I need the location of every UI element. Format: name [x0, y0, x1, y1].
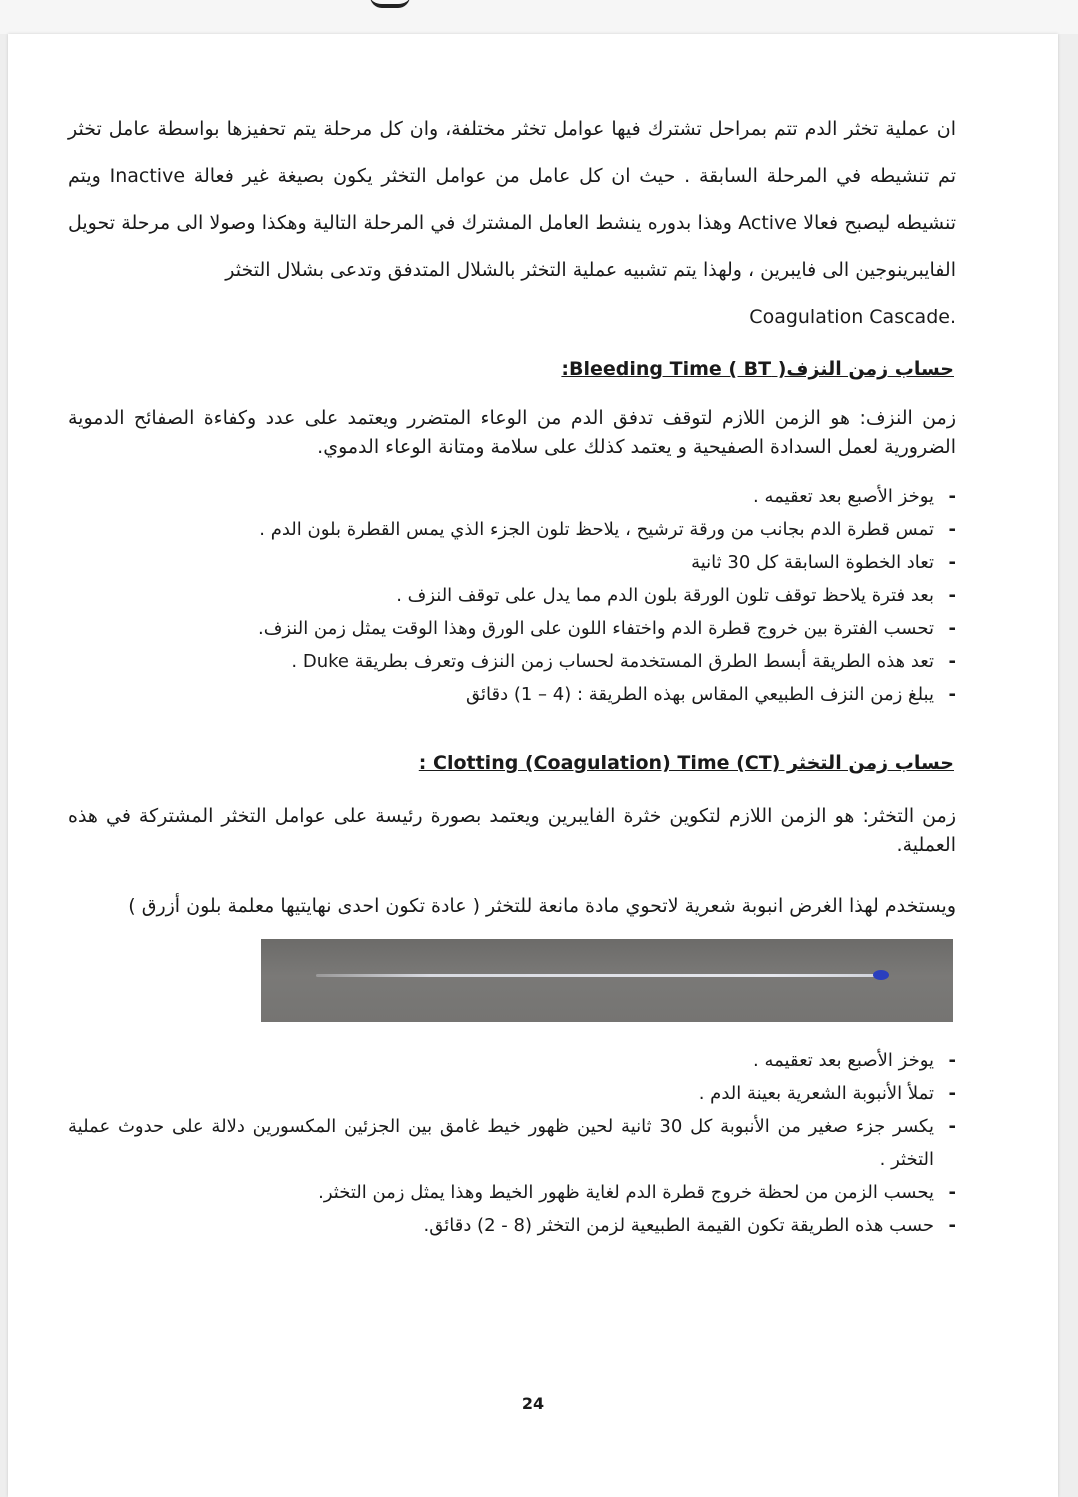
previous-page-edge — [0, 0, 1078, 34]
intro-line-5: .Coagulation Cascade — [749, 306, 956, 328]
list-item: - تملأ الأنبوبة الشعرية بعينة الدم . — [68, 1077, 956, 1110]
bleeding-time-steps — [68, 480, 956, 711]
intro-line-1: ان عملية تخثر الدم تتم بمراحل تشترك فيها عوامل تخثر مختلفة، وان كل مرحلة يتم تحفيزها بواسطة عامل — [108, 118, 956, 140]
list-item: - يكسر جزء صغير من الأنبوبة كل 30 ثانية لحين ظهور خيط غامق بين الجزئين المكسورين دلالة على حدوث عملية التخثر . — [68, 1110, 956, 1176]
page-number: 24 — [521, 1394, 545, 1413]
bleeding-time-heading: حساب زمن النزف( Bleeding Time ( BT: — [561, 358, 954, 380]
capillary-tube-photo — [261, 939, 953, 1022]
clotting-time-definition: زمن التخثر: هو الزمن اللازم لتكوين خثرة الفايبرين ويعتمد بصورة رئيسة على عوامل التخثر المشتركة في هذه العملية. — [68, 805, 956, 856]
list-item: - يوخز الأصبع بعد تعقيمه . — [68, 480, 956, 513]
list-item: - بعد فترة يلاحظ توقف تلون الورقة بلون الدم مما يدل على توقف النزف . — [68, 579, 956, 612]
list-item: - تمس قطرة الدم بجانب من ورقة ترشيح ، يلاحظ تلون الجزء الذي يمس القطرة بلون الدم . — [68, 513, 956, 546]
intro-line-2: تخثر تم تنشيطه في المرحلة السابقة . حيث ان كل عامل من عوامل التخثر يكون بصيغة غير فعالة Inactive — [68, 118, 956, 187]
bleeding-time-definition: زمن النزف: هو الزمن اللازم لتوقف تدفق الدم من الوعاء المتضرر ويعتمد على عدد وكفاءة الصفائح الدموية الضرورية لعمل السدادة الصفيحية و يعتمد كذلك على سلامة ومتانة الوعاء الدموي. — [68, 407, 956, 458]
clotting-time-steps — [68, 1044, 956, 1242]
intro-line-3: ويتم تنشيطه ليصبح فعالا Active وهذا بدوره ينشط العامل المشترك في المرحلة التالية وهكذا وصولا الى — [68, 165, 957, 234]
list-item: - يبلغ زمن النزف الطبيعي المقاس بهذه الطريقة : (4 – 1) دقائق — [68, 678, 956, 711]
list-item: - حسب هذه الطريقة تكون القيمة الطبيعية لزمن التخثر (8 - 2) دقائق. — [68, 1209, 956, 1242]
list-item: - يوخز الأصبع بعد تعقيمه . — [68, 1044, 956, 1077]
list-item: - تعد هذه الطريقة أبسط الطرق المستخدمة لحساب زمن النزف وتعرف بطريقة Duke . — [68, 645, 956, 678]
document-page — [8, 34, 1058, 1497]
intro-paragraph — [68, 106, 956, 341]
intro-line-4: مرحلة تحويل الفايبرينوجين الى فايبرين ، ولهذا يتم تشبيه عملية التخثر بالشلال المتدفق وتدعى بشلال التخثر — [68, 212, 956, 281]
clotting-time-heading: حساب زمن التخثر Clotting (Coagulation) Time (CT) : — [418, 752, 954, 774]
list-item: - تعاد الخطوة السابقة كل 30 ثانية — [68, 546, 956, 579]
list-item: - يحسب الزمن من لحظة خروج قطرة الدم لغاية ظهور الخيط وهذا يمثل زمن التخثر. — [68, 1176, 956, 1209]
cropped-heading-fragment — [370, 0, 410, 8]
blue-marked-tube-end — [873, 970, 889, 980]
list-item: - تحسب الفترة بين خروج قطرة الدم واختفاء اللون على الورق وهذا الوقت يمثل زمن النزف. — [68, 612, 956, 645]
capillary-tube-glass — [316, 974, 886, 977]
capillary-tube-note: ويستخدم لهذا الغرض انبوبة شعرية لاتحوي مادة مانعة للتخثر ( عادة تكون احدى نهايتيها معلمة بلون أزرق ) — [128, 895, 956, 917]
